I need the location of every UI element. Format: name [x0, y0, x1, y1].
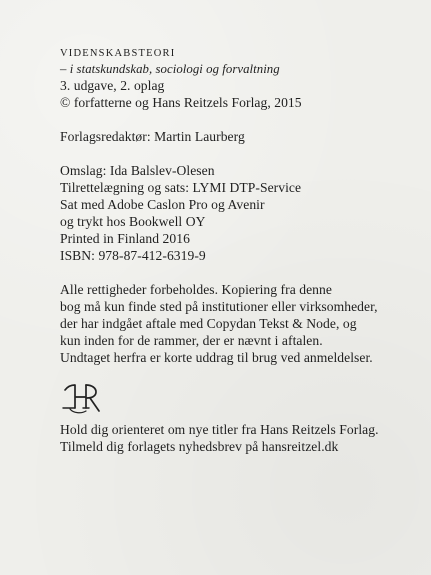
rights-line: der har indgået aftale med Copydan Tekst & Node, og	[60, 316, 357, 331]
editor-line: Forlagsredaktør: Martin Laurberg	[60, 129, 245, 144]
production-line: Printed in Finland 2016	[60, 231, 190, 246]
spacer	[60, 111, 400, 128]
edition-line: 3. udgave, 2. oplag	[60, 78, 165, 93]
footer-line: Tilmeld dig forlagets nyhedsbrev på hansreitzel.dk	[60, 439, 339, 454]
production-line: og trykt hos Bookwell OY	[60, 214, 206, 229]
rights-line: Undtaget herfra er korte uddrag til brug ved anmeldelser.	[60, 350, 373, 365]
isbn-line: ISBN: 978-87-412-6319-9	[60, 248, 206, 263]
book-subtitle: – i statskundskab, sociologi og forvaltning	[60, 62, 280, 76]
production-line: Sat med Adobe Caslon Pro og Avenir	[60, 197, 265, 212]
copyright-content	[60, 46, 400, 455]
book-title: VIDENSKABSTEORI	[60, 48, 176, 59]
spacer	[60, 264, 400, 281]
footer-line: Hold dig orienteret om nye titler fra Hans Reitzels Forlag.	[60, 422, 379, 437]
copyright-line: © forfatterne og Hans Reitzels Forlag, 2015	[60, 95, 302, 110]
rights-line: kun inden for de rammer, der er nævnt i aftalen.	[60, 333, 323, 348]
rights-line: bog må kun finde sted på institutioner eller virksomheder,	[60, 299, 378, 314]
rights-line: Alle rettigheder forbeholdes. Kopiering fra denne	[60, 282, 332, 297]
hans-reitzel-logo-icon	[61, 380, 103, 414]
production-line: Tilrettelægning og sats: LYMI DTP-Service	[60, 180, 302, 195]
spacer	[60, 145, 400, 162]
production-line: Omslag: Ida Balslev-Olesen	[60, 163, 215, 178]
